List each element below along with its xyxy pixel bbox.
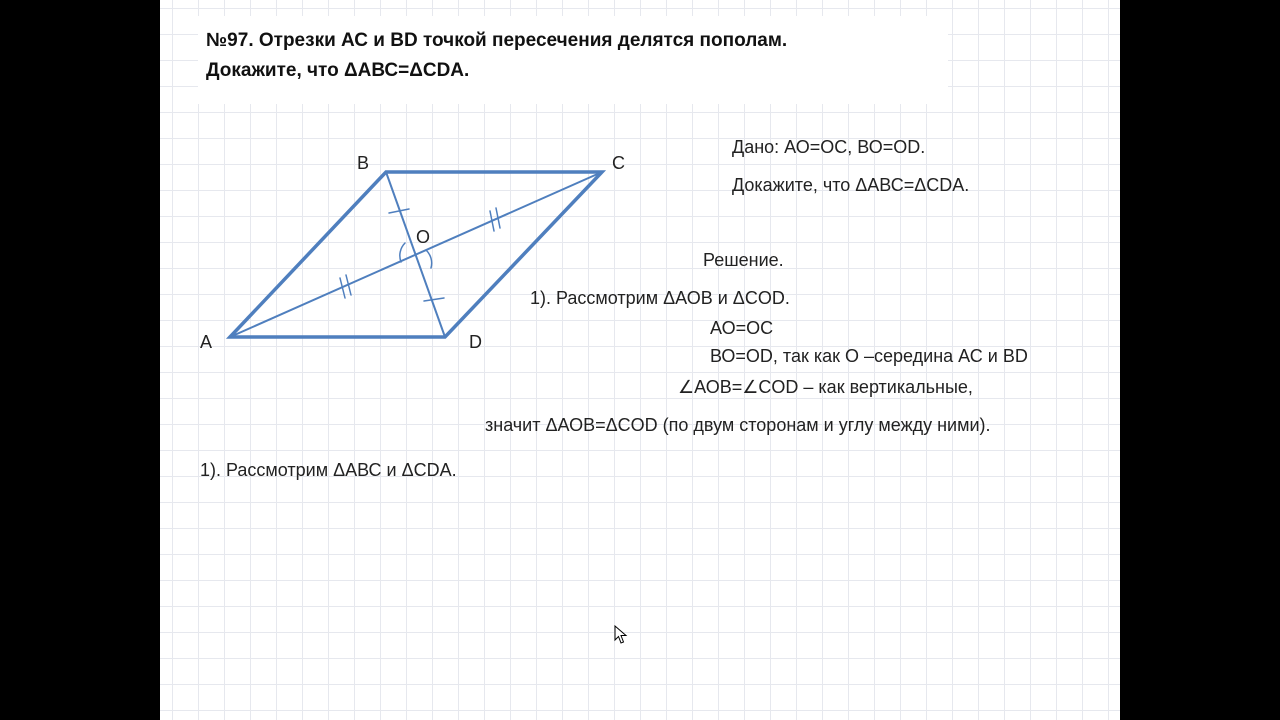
diagonal-bd xyxy=(386,172,445,337)
diagonal-ac xyxy=(230,172,602,337)
given-line: Дано: АО=ОС, ВО=OD. xyxy=(732,137,926,157)
solution-step-2: 1). Рассмотрим ΔАВС и ΔCDA. xyxy=(200,460,457,480)
solution-conclusion: значит ΔАОВ=ΔCOD (по двум сторонам и углу между ними). xyxy=(485,415,991,435)
mouse-cursor-icon xyxy=(614,625,628,645)
problem-title: №97. Отрезки АС и BD точкой пересечения делятся пополам. xyxy=(206,30,788,51)
problem-statement: Докажите, что ΔАВС=ΔCDA. xyxy=(206,60,470,81)
vertex-label-c: C xyxy=(612,153,625,173)
prove-line: Докажите, что ΔАВС=ΔCDA. xyxy=(732,175,970,195)
solution-step-1: 1). Рассмотрим ΔАОВ и ΔCOD. xyxy=(530,288,790,308)
angle-arc-aob xyxy=(400,243,405,262)
tick-bo xyxy=(389,209,409,213)
equation-angles: ∠АОВ=∠COD – как вертикальные, xyxy=(678,377,973,397)
tick-od xyxy=(424,298,444,301)
tick-ao-2 xyxy=(346,275,351,295)
equation-ao-oc: АО=ОС xyxy=(710,318,774,338)
slide xyxy=(160,0,1120,720)
angle-arc-cod xyxy=(426,250,432,268)
solution-heading: Решение. xyxy=(703,250,784,270)
tick-oc-2 xyxy=(496,208,500,228)
vertex-label-o: O xyxy=(416,227,431,247)
vertex-label-b: B xyxy=(357,153,370,173)
tick-ao-1 xyxy=(340,278,345,298)
vertex-label-d: D xyxy=(469,332,482,352)
vertex-label-a: A xyxy=(200,332,213,352)
equation-bo-od: ВО=OD, так как О –середина АС и BD xyxy=(710,346,1028,366)
parallelogram-abcd xyxy=(230,172,602,337)
title-box xyxy=(198,16,948,104)
tick-oc-1 xyxy=(490,211,494,231)
